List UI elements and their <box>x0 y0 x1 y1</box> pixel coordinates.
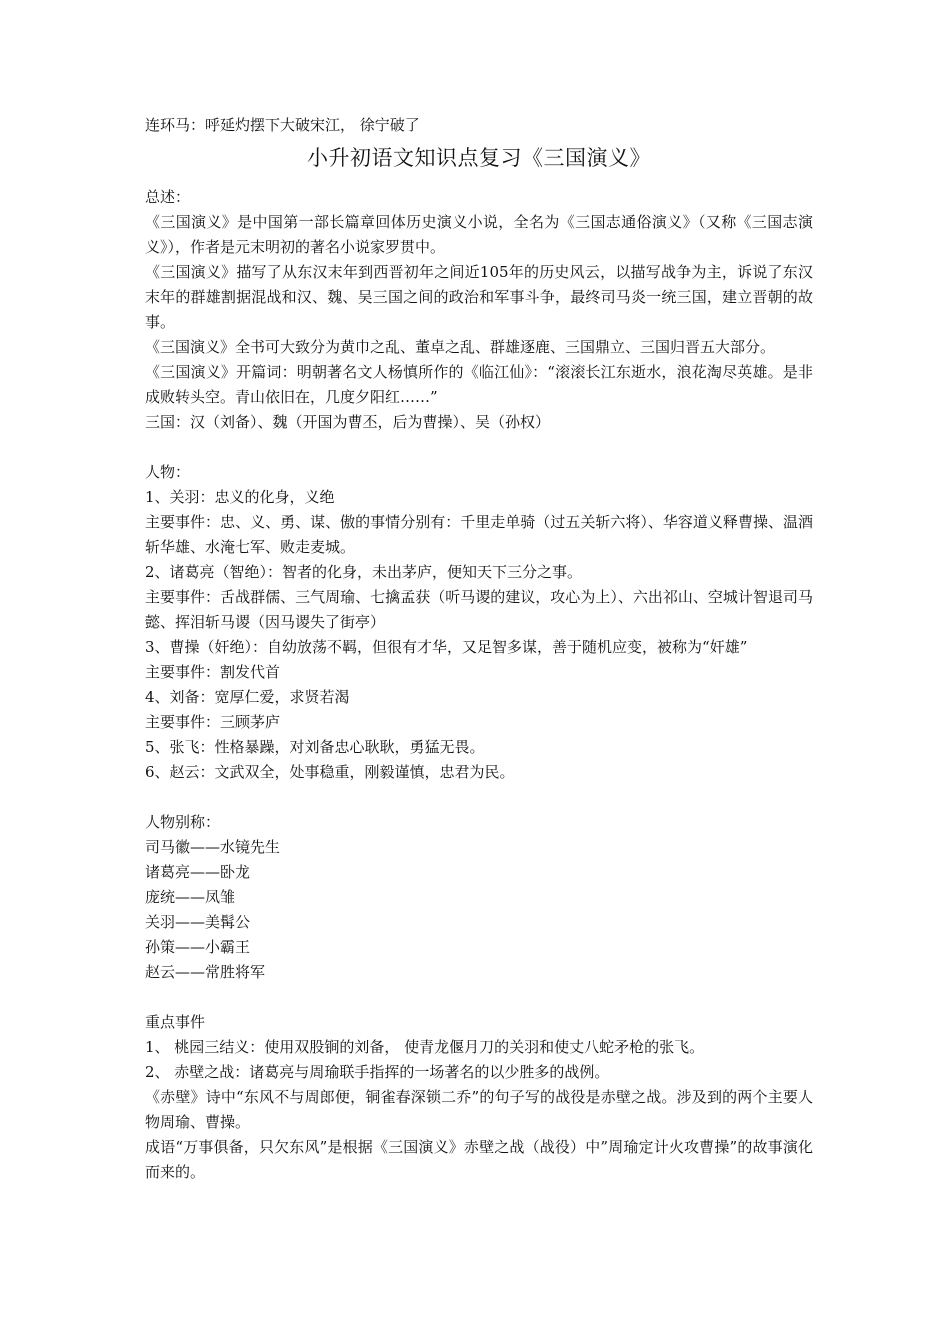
character-line: 6、赵云：文武双全，处事稳重，刚毅谨慎，忠君为民。 <box>145 763 515 781</box>
character-line: 主要事件：舌战群儒、三气周瑜、七擒孟获（听马谡的建议，攻心为上）、六出祁山、空城计智退司马懿、挥泪斩马谡（因马谡失了街亭） <box>145 588 813 631</box>
spacer <box>145 435 813 460</box>
alias-line: 赵云——常胜将军 <box>145 963 266 981</box>
top-line: 连环马：呼延灼摆下大破宋江， 徐宁破了 <box>145 116 420 134</box>
events-heading: 重点事件 <box>145 1013 206 1031</box>
alias-line: 关羽——美髯公 <box>145 913 251 931</box>
event-line: 《赤壁》诗中“东风不与周郎便，铜雀春深锁二乔”的句子写的战役是赤壁之战。涉及到的两个主要人物周瑜、曹操。 <box>145 1088 813 1131</box>
alias-line: 孙策——小霸王 <box>145 938 251 956</box>
aliases-heading: 人物别称： <box>145 813 221 831</box>
overview-paragraph: 《三国演义》是中国第一部长篇章回体历史演义小说，全名为《三国志通俗演义》（又称《三国志演义》），作者是元末明初的著名小说家罗贯中。 <box>145 213 813 256</box>
character-line: 主要事件：忠、义、勇、谋、傲的事情分别有：千里走单骑（过五关斩六将）、华容道义释曹操、温酒斩华雄、水淹七军、败走麦城。 <box>145 513 813 556</box>
overview-paragraph: 《三国演义》描写了从东汉末年到西晋初年之间近105年的历史风云，以描写战争为主，诉说了东汉末年的群雄割据混战和汉、魏、吴三国之间的政治和军事斗争，最终司马炎一统三国，建立晋朝的故事。 <box>145 263 813 331</box>
event-line: 2、 赤壁之战：诸葛亮与周瑜联手指挥的一场著名的以少胜多的战例。 <box>145 1063 610 1081</box>
event-line: 成语“万事俱备，只欠东风”是根据《三国演义》赤壁之战（战役）中”周瑜定计火攻曹操”的故事演化而来的。 <box>145 1138 813 1181</box>
overview-heading: 总述： <box>145 188 191 206</box>
character-line: 4、刘备：宽厚仁爱，求贤若渴 <box>145 688 350 706</box>
character-line: 3、曹操（奸绝）：自幼放荡不羁，但很有才华，又足智多谋，善于随机应变，被称为“奸雄” <box>145 638 748 656</box>
overview-paragraph: 《三国演义》开篇词：明朝著名文人杨慎所作的《临江仙》：“滚滚长江东逝水，浪花淘尽英雄。是非成败转头空。青山依旧在，几度夕阳红……” <box>145 363 813 406</box>
spacer <box>145 985 813 1010</box>
character-line: 1、关羽：忠义的化身，义绝 <box>145 488 335 506</box>
characters-heading: 人物： <box>145 463 191 481</box>
character-line: 5、张飞：性格暴躁，对刘备忠心耿耿，勇猛无畏。 <box>145 738 485 756</box>
alias-line: 庞统——凤雏 <box>145 888 236 906</box>
overview-paragraph: 三国：汉（刘备）、魏（开国为曹丕，后为曹操）、吴（孙权） <box>145 413 551 431</box>
character-line: 2、诸葛亮（智绝）：智者的化身，未出茅庐，便知天下三分之事。 <box>145 563 583 581</box>
alias-line: 诸葛亮——卧龙 <box>145 863 251 881</box>
alias-line: 司马徽——水镜先生 <box>145 838 281 856</box>
event-line: 1、 桃园三结义：使用双股锏的刘备， 使青龙偃月刀的关羽和使丈八蛇矛枪的张飞。 <box>145 1038 705 1056</box>
spacer <box>145 785 813 810</box>
page-title: 小升初语文知识点复习《三国演义》 <box>307 146 651 170</box>
overview-paragraph: 《三国演义》全书可大致分为黄巾之乱、董卓之乱、群雄逐鹿、三国鼎立、三国归晋五大部分。 <box>145 338 776 356</box>
character-line: 主要事件：三顾茅庐 <box>145 713 281 731</box>
document-body <box>145 113 813 1185</box>
character-line: 主要事件：割发代首 <box>145 663 281 681</box>
